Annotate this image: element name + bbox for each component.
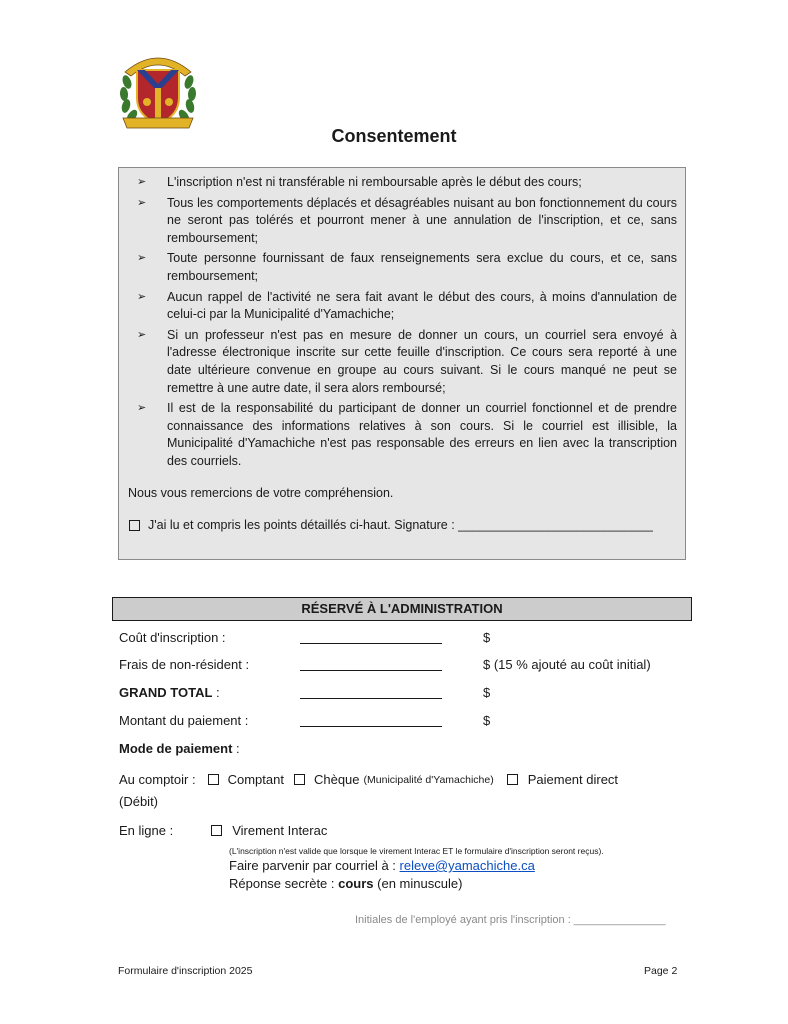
payment-amount-field[interactable] (300, 715, 442, 727)
dollar-sign: $ (483, 713, 491, 728)
arrowhead-bullet-icon: ➢ (137, 328, 147, 341)
grand-total-field[interactable] (300, 687, 442, 699)
payment-amount-label: Montant du paiement : (119, 713, 249, 728)
direct-payment-checkbox[interactable] (507, 774, 518, 785)
list-item: ➢ L'inscription n'est ni transférable ni remboursable après le début des cours; (137, 174, 677, 192)
list-item: ➢ Tous les comportements déplacés et désagréables nuisant au bon fonctionnement du cours ne seront pas tolérés et pourront mener à une annulation de l'inscription, et ce, sans remboursement; (137, 195, 677, 245)
secret-answer-line: Réponse secrète : cours (en minuscule) (229, 876, 463, 891)
arrowhead-bullet-icon: ➢ (137, 176, 147, 188)
dollar-sign: $ (483, 685, 491, 700)
list-item: ➢ Aucun rappel de l'activité ne sera fait avant le début des cours, à moins d'annulation de celui-ci par la Municipalité d'Yamachiche; (137, 289, 677, 322)
footer-page-number: Page 2 (644, 965, 678, 977)
counter-payment-row: Au comptoir : Comptant Chèque (Municipalité d'Yamachiche) Paiement direct (119, 772, 619, 787)
dollar-sign: $ (483, 630, 491, 645)
consent-box (118, 167, 686, 560)
arrowhead-bullet-icon: ➢ (137, 196, 147, 209)
registration-cost-field[interactable] (300, 632, 442, 644)
employee-initials-line[interactable]: Initiales de l'employé ayant pris l'inscription : _______________ (355, 914, 666, 926)
grand-total-label: GRAND TOTAL : (119, 685, 220, 700)
page-title: Consentement (331, 126, 457, 146)
non-resident-fee-label: Frais de non-résident : (119, 657, 250, 672)
municipality-logo (115, 46, 201, 136)
acknowledge-text: J'ai lu et compris les points détaillés ci-haut. Signature : ____________________________ (148, 518, 653, 532)
arrowhead-bullet-icon: ➢ (137, 252, 147, 265)
consent-list (137, 174, 677, 474)
non-resident-note: $ (15 % ajouté au coût initial) (483, 657, 651, 672)
arrowhead-bullet-icon: ➢ (137, 402, 147, 415)
cheque-checkbox[interactable] (294, 774, 305, 785)
email-link[interactable]: releve@yamachiche.ca (399, 858, 535, 873)
acknowledge-row (129, 518, 653, 532)
acknowledge-checkbox[interactable] (129, 520, 140, 531)
coat-of-arms-icon (115, 46, 201, 136)
list-item: ➢ Toute personne fournissant de faux renseignements sera exclue du cours, et ce, sans remboursement; (137, 251, 677, 283)
interac-checkbox[interactable] (211, 825, 222, 836)
debit-label: (Débit) (119, 794, 159, 809)
footer-form-name: Formulaire d'inscription 2025 (118, 965, 253, 977)
registration-cost-label: Coût d'inscription : (119, 630, 226, 645)
thanks-text: Nous vous remercions de votre compréhension. (128, 486, 394, 500)
list-item: ➢ Il est de la responsabilité du participant de donner un courriel fonctionnel et de prendre connaissance des informations relatives à son cours. Si le courriel est illisible, la Municipalité d'Yamachiche n'est pas responsable des erreurs en lien avec la transcription des courriels. (137, 401, 677, 468)
send-email-line: Faire parvenir par courriel à : releve@yamachiche.ca (229, 858, 535, 873)
online-payment-row: En ligne : Virement Interac (119, 823, 328, 838)
non-resident-fee-field[interactable] (300, 659, 442, 671)
payment-mode-label: Mode de paiement : (119, 741, 240, 756)
arrowhead-bullet-icon: ➢ (137, 290, 147, 303)
list-item: ➢ Si un professeur n'est pas en mesure de donner un cours, un courriel sera envoyé à l'adresse électronique inscrite sur cette feuille d'inscription. Ce cours sera reporté à une date ultérieure convenue en groupe au cours suivant. Si le cours manqué ne peut se remettre à une autre date, il sera alors remboursé; (137, 327, 677, 395)
cash-checkbox[interactable] (208, 774, 219, 785)
interac-note: (L'inscription n'est valide que lorsque le virement Interac ET le formulaire d'inscription seront reçus). (229, 846, 604, 856)
admin-header: RÉSERVÉ À L'ADMINISTRATION (112, 597, 692, 621)
